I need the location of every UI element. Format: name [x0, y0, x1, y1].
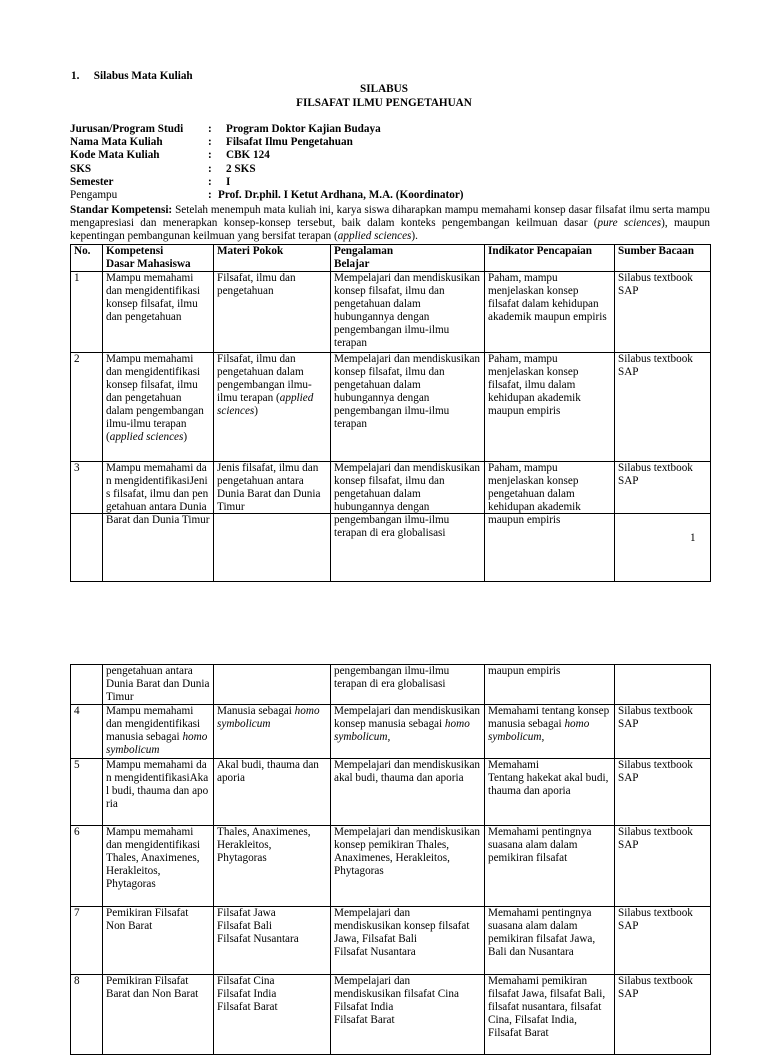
course-info [70, 123, 464, 202]
pengalaman-line: Mempelajari dan [334, 907, 411, 919]
meta-value: 2 SKS [226, 162, 256, 175]
header-text: Dasar Mahasiswa [106, 258, 191, 270]
sumber-line: Silabus textbook [618, 462, 693, 474]
table-row [71, 759, 711, 826]
materi-line: Filsafat Cina [217, 975, 275, 987]
indikator-line: Tentang hakekat akal budi, thauma dan aporia [488, 772, 609, 797]
meta-row [70, 176, 464, 189]
cell-materi [214, 907, 331, 975]
cell-pengalaman [331, 705, 485, 759]
header-sumber: Sumber Bacaan [615, 245, 711, 272]
cell-indikator: Memahami pemikiran filsafat Jawa, filsafat Bali, filsafat nusantara, filsafat Cina, Filsafat India, Filsafat Barat [485, 975, 615, 1055]
pengalaman-line: mendiskusikan filsafat Cina [334, 988, 459, 1000]
meta-row [70, 163, 464, 176]
sumber-line: SAP [618, 988, 639, 1000]
cell-no [71, 665, 103, 705]
meta-value: CBK 124 [226, 149, 270, 162]
sumber-line: Silabus textbook [618, 907, 693, 919]
cell-kompetensi: pengetahuan antara Dunia Barat dan Dunia Timur [103, 665, 214, 705]
sumber-line: SAP [618, 366, 639, 378]
meta-row [70, 123, 464, 136]
sumber-line: SAP [618, 772, 639, 784]
cell-text: Manusia sebagai [217, 705, 295, 717]
cell-em: homo symbolicum, [334, 718, 470, 743]
title-line-2: FILSAFAT ILMU PENGETAHUAN [296, 97, 472, 109]
table-row [71, 353, 711, 462]
table-row [71, 826, 711, 907]
materi-line: Filsafat Barat [217, 1001, 278, 1013]
document-title [0, 83, 768, 111]
standar-em: applied sciences [337, 230, 412, 242]
cell-no: 6 [71, 826, 103, 907]
standar-kompetensi [70, 204, 710, 243]
meta-key: Pengampu [70, 188, 118, 201]
pengalaman-line: mendiskusikan konsep filsafat [334, 920, 470, 932]
cell-kompetensi [103, 705, 214, 759]
section-title: Silabus Mata Kuliah [93, 70, 193, 82]
cell-materi: Jenis filsafat, ilmu dan pengetahuan antara Dunia Barat dan Dunia Timur [214, 462, 331, 582]
cell-sumber [615, 353, 711, 462]
pengalaman-line: Jawa, Filsafat Bali [334, 933, 417, 945]
cell-text: Mempelajari dan mendiskusikan konsep manusia sebagai [334, 705, 481, 730]
pengalaman-line: Mempelajari dan [334, 975, 411, 987]
cell-sumber [615, 826, 711, 907]
cell-sumber [615, 907, 711, 975]
meta-colon: : [208, 136, 212, 149]
meta-key: Kode Mata Kuliah [70, 149, 160, 162]
meta-row [70, 189, 464, 202]
cell-kompetensi: Pemikiran Filsafat Barat dan Non Barat [103, 975, 214, 1055]
standar-text: ). [411, 230, 418, 242]
materi-line: Filsafat Bali [217, 920, 272, 932]
cell-sumber [615, 665, 711, 705]
pengalaman-line: Filsafat India [334, 1001, 394, 1013]
cell-indikator: Paham, mampu menjelaskan konsep pengetahuan dalam kehidupan akademik maupun empiris [485, 462, 615, 582]
cell-text: Mampu memahami dan mengidentifikasi konsep filsafat, ilmu dan pengetahuan dalam pengembangan ilmu-ilmu terapan ( [106, 353, 204, 443]
cell-indikator: Memahami pentingnya suasana alam dalam pemikiran filsafat Jawa, Bali dan Nusantara [485, 907, 615, 975]
cell-kompetensi [103, 353, 214, 462]
sumber-line: Silabus textbook [618, 975, 693, 987]
page-break-line [70, 513, 711, 514]
sumber-line: SAP [618, 718, 639, 730]
cell-sumber [615, 975, 711, 1055]
meta-value: Program Doktor Kajian Budaya [226, 123, 381, 135]
table-header-row [71, 245, 711, 272]
cell-no: 1 [71, 272, 103, 353]
sumber-line: SAP [618, 285, 639, 297]
sumber-line: Silabus textbook [618, 353, 693, 365]
materi-line: Herakleitos, [217, 839, 272, 851]
cell-pengalaman [331, 975, 485, 1055]
kompetensi-line: Pemikiran Filsafat [106, 907, 189, 919]
syllabus-table-continued [70, 664, 711, 1055]
cell-text: Filsafat, ilmu dan pengetahuan dalam pengembangan ilmu-ilmu terapan ( [217, 353, 312, 404]
header-text: Pengalaman [334, 245, 394, 257]
table-row [71, 665, 711, 705]
cell-kompetensi: Mampu memahami dan mengidentifikasi konsep filsafat, ilmu dan pengetahuan [103, 272, 214, 353]
pengalaman-line: Filsafat Barat [334, 1014, 395, 1026]
materi-line: Filsafat India [217, 988, 277, 1000]
cell-text: ) [254, 405, 259, 417]
sumber-line: Silabus textbook [618, 272, 693, 284]
cell-kompetensi [103, 907, 214, 975]
cell-indikator: Memahami pentingnya suasana alam dalam pemikiran filsafat [485, 826, 615, 907]
sumber-line: Silabus textbook [618, 759, 693, 771]
cell-pengalaman: Mempelajari dan mendiskusikan konsep pemikiran Thales, Anaximenes, Herakleitos, Phytagoras [331, 826, 485, 907]
materi-line: Filsafat Nusantara [217, 933, 299, 945]
cell-em: applied sciences [109, 431, 184, 443]
cell-sumber [615, 759, 711, 826]
table-row [71, 705, 711, 759]
page-1-table-area [0, 244, 768, 539]
meta-key: Semester [70, 175, 114, 188]
indikator-line: Memahami [488, 759, 539, 771]
meta-key: Nama Mata Kuliah [70, 136, 163, 149]
cell-indikator [485, 759, 615, 826]
syllabus-table [70, 244, 711, 582]
header-materi: Materi Pokok [214, 245, 331, 272]
pengalaman-line: Filsafat Nusantara [334, 946, 416, 958]
meta-value: I [226, 175, 231, 188]
cell-materi [214, 665, 331, 705]
cell-sumber [615, 462, 711, 582]
sumber-line: SAP [618, 475, 639, 487]
cell-text: Memahami tentang konsep manusia sebagai [488, 705, 610, 730]
materi-line: Filsafat Jawa [217, 907, 276, 919]
meta-colon: : [208, 123, 212, 135]
cell-materi [214, 826, 331, 907]
cell-no: 4 [71, 705, 103, 759]
cell-indikator: maupun empiris [485, 665, 615, 705]
sumber-line: Silabus textbook [618, 705, 693, 717]
cell-materi: Filsafat, ilmu dan pengetahuan [214, 272, 331, 353]
cell-materi [214, 975, 331, 1055]
meta-colon: : [208, 149, 212, 162]
meta-key: Jurusan/Program Studi [70, 123, 184, 135]
cell-materi: Akal budi, thauma dan aporia [214, 759, 331, 826]
sumber-line: Silabus textbook [618, 826, 693, 838]
cell-pengalaman: Mempelajari dan mendiskusikan konsep filsafat, ilmu dan pengetahuan dalam hubungannya dengan pengembangan ilmu-ilmu terapan [331, 353, 485, 462]
cell-kompetensi: Mampu memahami dan mengidentifikasiAkal budi, thauma dan aporia [103, 759, 214, 826]
meta-value: Filsafat Ilmu Pengetahuan [226, 136, 353, 149]
cell-pengalaman: Mempelajari dan mendiskusikan konsep filsafat, ilmu dan pengetahuan dalam hubungannya dengan pengembangan ilmu-ilmu terapan di era globalisasi [331, 462, 485, 582]
cell-text: ) [183, 431, 188, 443]
table-row [71, 975, 711, 1055]
standar-em: pure sciences [597, 217, 662, 229]
cell-indikator [485, 705, 615, 759]
cell-indikator: Paham, mampu menjelaskan konsep filsafat, ilmu dalam kehidupan akademik maupun empiris [485, 353, 615, 462]
table-row [71, 462, 711, 582]
cell-sumber [615, 272, 711, 353]
cell-text: Mampu memahami dan mengidentifikasi manusia sebagai [106, 705, 201, 743]
cell-no: 5 [71, 759, 103, 826]
cell-no: 7 [71, 907, 103, 975]
cell-pengalaman [331, 907, 485, 975]
header-indikator: Indikator Pencapaian [485, 245, 615, 272]
sumber-line: SAP [618, 839, 639, 851]
cell-pengalaman: Mempelajari dan mendiskusikan akal budi, thauma dan aporia [331, 759, 485, 826]
table-row [71, 272, 711, 353]
header-kompetensi [103, 245, 214, 272]
meta-key: SKS [70, 162, 92, 175]
page-2-table-area [0, 664, 768, 1039]
header-no: No. [71, 245, 103, 272]
cell-kompetensi: Mampu memahami dan mengidentifikasi Thales, Anaximenes, Herakleitos, Phytagoras [103, 826, 214, 907]
cell-em: homo symbolicum [106, 731, 208, 756]
meta-colon: : [208, 162, 212, 175]
cell-no: 3 [71, 462, 103, 582]
cell-indikator: Paham, mampu menjelaskan konsep filsafat dalam kehidupan akademik maupun empiris [485, 272, 615, 353]
cell-em: homo symbolicum, [488, 718, 590, 743]
cell-materi [214, 353, 331, 462]
section-number: 1. [71, 70, 80, 82]
cell-pengalaman: pengembangan ilmu-ilmu terapan di era globalisasi [331, 665, 485, 705]
meta-row [70, 136, 464, 149]
standar-label: Standar Kompetensi: [70, 204, 173, 216]
cell-kompetensi: Mampu memahami dan mengidentifikasiJenis filsafat, ilmu dan pengetahuan antara Dunia Barat dan Dunia Timur [103, 462, 214, 582]
header-text: Belajar [334, 258, 370, 270]
cell-sumber [615, 705, 711, 759]
cell-no: 2 [71, 353, 103, 462]
table-row [71, 907, 711, 975]
cell-em: homo symbolicum [217, 705, 320, 730]
meta-row [70, 149, 464, 162]
kompetensi-line: Non Barat [106, 920, 153, 932]
standar-text: ), maupun kepentingan pembangunan keilmuan yang bersifat terapan ( [70, 217, 711, 242]
sumber-line: SAP [618, 920, 639, 932]
cell-em: applied sciences [217, 392, 314, 417]
page-number: 1 [690, 532, 696, 544]
header-pengalaman [331, 245, 485, 272]
meta-colon: : [208, 188, 212, 201]
meta-value: Prof. Dr.phil. I Ketut Ardhana, M.A. (Koordinator) [218, 188, 464, 201]
cell-materi [214, 705, 331, 759]
header-text: Kompetensi [106, 245, 164, 257]
materi-line: Phytagoras [217, 852, 267, 864]
materi-line: Thales, Anaximenes, [217, 826, 311, 838]
cell-pengalaman: Mempelajari dan mendiskusikan konsep filsafat, ilmu dan pengetahuan dalam hubungannya dengan pengembangan ilmu-ilmu terapan [331, 272, 485, 353]
standar-text: Setelah menempuh mata kuliah ini, karya siswa diharapkan mampu memahami konsep dasar filsafat ilmu serta mampu mengapresiasi dan menerapkan konsep-konsep tersebut, baik dalam konteks pengembangan keilmuan dasar ( [70, 204, 710, 229]
cell-no: 8 [71, 975, 103, 1055]
section-heading [71, 70, 193, 83]
meta-colon: : [208, 175, 212, 188]
title-line-1: SILABUS [360, 83, 408, 95]
